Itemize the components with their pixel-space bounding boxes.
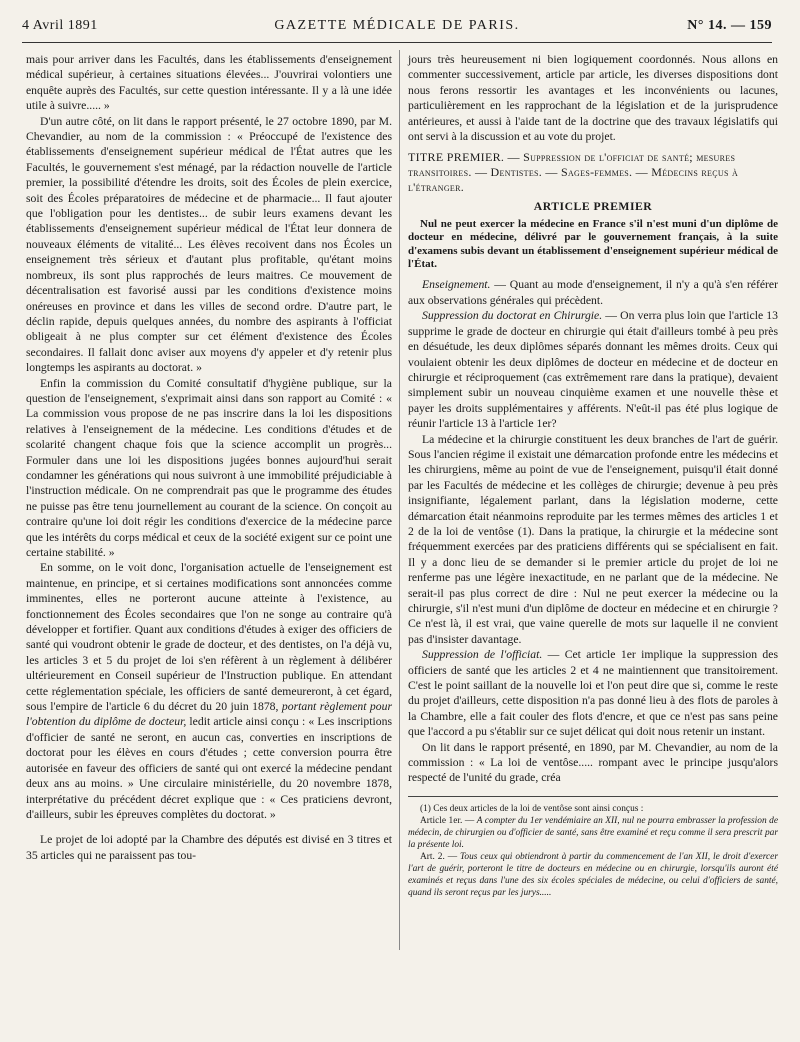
left-paragraph-5: Le projet de loi adopté par la Chambre des députés est divisé en 3 titres et 35 articles qui ne paraissent pas tou-: [26, 833, 392, 862]
left-paragraph-3: Enfin la commission du Comité consultatif d'hygiène publique, sur la question de l'enseignement, s'exprimait ainsi dans son rapport au Comité : « La commission vous propose de ne pas inscrire dans la loi les dispositions relatives à l'enseignement de la médecine. Les conditions d'études et de scolarité changent chaque fois que la science accomplit un progrès... Formuler dans une loi les dispositions jugées bonnes aujourd'hui serait condamner les générations qui nous suivront à une immobilité préjudiciable à l'instruction médicale. On ne comprendrait pas que le programme des études ne puisse pas être tenu journellement au courant de la science. On conçoit au contraire qu'une loi doit régir les conditions d'exercice de la médecine parce que les intérêts du corps médical et ceux de la société exigent sur ce point une certaine stabilité. »: [26, 376, 392, 559]
right-paragraph-1: jours très heureusement ni bien logiquement coordonnés. Nous allons en commenter successivement, article par article, les diverses dispositions dont nous ferons ressortir les avantages et les inconvénients ou lacunes, particulièrement en les rapprochant de la législation et de la jurisprudence antérieures, et aussi à l'aide tant de la doctrine que des travaux législatifs qui ont servi à la discussion et au vote du projet.: [408, 53, 778, 144]
header-date: 4 Avril 1891: [22, 18, 98, 33]
left-paragraph-4-text: En somme, on le voit donc, l'organisation actuelle de l'enseignement est maintenue, en principe, et si certaines modifications sont annoncées comme imminentes, elles ne porteront aucune atteinte à l'existence, au fonctionnement des Écoles secondaires que l'on ne songe au contraire qu'à développer et fortifier. Quant aux conditions d'études à exiger des officiers de santé qui voudront obtenir le grade de docteur, et des dentistes, on l'a déjà vu, les articles 3 et 5 du projet de loi s'en réfèrent à un règlement à délibérer ultérieurement en Conseil supérieur de l'Instruction publique. En attendant cette réglementation spéciale, les officiers de santé demeureront, à cet égard, sous l'empire de l'article 6 du décret du 20 juin 1878,: [26, 561, 392, 714]
footnote-3: Art. 2. — Tous ceux qui obtiendront à partir du commencement de l'an XII, le droit d'exercer l'art de guérir, porteront le titre de docteurs en médecine ou en chirurgie, lorsqu'ils auront été examinés et reçus dans l'une des six écoles spéciales de médecine, ou celui d'officiers de santé, quand ils seront reçus par les jurys.....: [408, 851, 778, 898]
header-title: GAZETTE MÉDICALE DE PARIS.: [274, 18, 520, 33]
right-paragraph-5: Suppression de l'officiat. — Cet article 1er implique la suppression des officiers de santé que les articles 2 et 4 ne maintiennent que transitoirement. C'est le point saillant de la nouvelle loi et l'on peut dire que si, comme le reste du projet d'ailleurs, cette disposition n'a pas donné lieu à des flots de paroles à la Chambre, elle a fait couler des flots d'encre, et que ce n'est pas sans peine que l'accord a pu s'établir sur ce sujet délicat qui doit nous retenir un instant.: [408, 648, 778, 739]
left-paragraph-1: mais pour arriver dans les Facultés, dans les établissements d'enseignement médical supérieur, à certaines situations élevées... J'ouvrirai volontiers une enquête auprès des Facultés, sur cette question intéressante. Il y a là une idée utile à suivre..... »: [26, 53, 392, 113]
subhead-enseignement: Enseignement.: [422, 278, 491, 292]
header-issue: N° 14. — 159: [687, 18, 772, 33]
decree-title: portant règlement pour l'obtention du diplôme de docteur,: [26, 700, 392, 729]
header-rule: [22, 42, 772, 43]
right-paragraph-4: La médecine et la chirurgie constituent les deux branches de l'art de guérir. Sous l'ancien régime il existait une démarcation profonde entre les médecins et les chirurgiens, même au point de vue de l'enseignement, puisqu'il était donné par les Facultés de médecine et les collèges de chirurgie; devenue à peu près insignifiante, légalement parlant, dans la législation moderne, cette démarcation était néanmoins reproduite par les termes mêmes des articles 1 et 2 de la loi de ventôse (1). Dans la pratique, la chirurgie et la médecine sont fréquemment exercées par des praticiens différents qui se spécialisent en fait. Il y a donc lieu de se demander si le premier article du projet de loi ne renferme pas une légère inexactitude, en ne parlant que de la médecine. Ne serait-il pas plus correct de dire : Nul ne peut exercer la médecine ou la chirurgie, s'il n'est muni d'un diplôme de docteur en médecine et en chirurgie ? Ce n'est là, il est vrai, que vaine querelle de mots sur laquelle il ne convient pas d'insister davantage.: [408, 432, 778, 646]
footnote-rule: [408, 796, 778, 797]
article-heading: ARTICLE PREMIER: [533, 200, 653, 214]
footnote-2: Article 1er. — A compter du 1er vendémiaire an XII, nul ne pourra embrasser la profession de médecin, de chirurgien ou d'officier de santé, sans être examiné et reçu comme il sera prescrit par la présente loi.: [408, 815, 778, 850]
right-paragraph-6: On lit dans le rapport présenté, en 1890, par M. Chevandier, au nom de la commission : « La loi de ventôse..... rompant avec le principe jusqu'alors respecté de l'unité du grade, créa: [408, 740, 778, 785]
footnote-1: (1) Ces deux articles de la loi de ventôse sont ainsi conçus :: [420, 803, 644, 814]
left-paragraph-2: D'un autre côté, on lit dans le rapport présenté, le 27 octobre 1890, par M. Chevandier, au nom de la commission : « Préoccupé de l'existence des établissements d'enseignement supérieur médical de l'État autres que les Facultés, le gouvernement s'est ménagé, par la rédaction nouvelle de l'article premier, la possibilité d'étendre les droits, soit des Écoles de plein exercice, soit des Écoles préparatoires de médecine et de pharmacie... Il faut ajouter que l'obligation pour les dentistes... de subir leurs examens devant les établissements d'enseignement supérieur médical de l'État leur donnera de nouveaux éléments de vitalité... Les élèves recoivent dans nos Écoles un enseignement très sérieux et d'autant plus profitable, qu'étant moins nombreux, ils sont plus rapprochés de leurs maitres. Ce mouvement de décentralisation est favorisé aussi par les conditions d'existence moins onéreuses en province et dans les villes de second ordre. D'autre part, le déclin rapide, depuis quelques années, du nombre des aspirants à l'officiat obligeait à ne plus compter sur cet élément d'existence des Écoles secondaires. Il fallait donc aviser aux moyens d'y appeler et d'y retenir plus longtemps les aspirants au doctorat. »: [26, 114, 392, 375]
left-column: [26, 52, 392, 863]
right-paragraph-3: Suppression du doctorat en Chirurgie. — On verra plus loin que l'article 13 supprime le grade de docteur en chirurgie qui était d'ailleurs tombé à peu près en désuétude, les deux diplômes séparés donnant les mêmes droits. Ceux qui voulaient obtenir les deux diplômes de docteur en médecine et de docteur en chirurgie et réciproquement (cas extrêmement rare dans la pratique), devaient simplement subir un nouveau cinquième examen et une nouvelle thèse et payer les droits supplémentaires y afférents. N'eût-il pas été plus logique de réunir l'article 13 à l'article 1er?: [408, 309, 778, 431]
column-divider: [399, 50, 400, 950]
subhead-officiat: Suppression de l'officiat.: [422, 648, 543, 662]
left-paragraph-4-end: ledit article ainsi conçu : « Les inscriptions d'officier de santé ne seront, en aucun cas, converties en inscriptions de doctorat pour les élèves en cours d'études ; cette conversion pourra être autorisée en faveur des officiers de santé qui ont exercé la médecine pendant deux ans au moins. » Une circulaire ministérielle, du 20 novembre 1878, interprétative du précédent décret explique que : « Ces praticiens devront, d'ailleurs, subir les épreuves complètes du doctorat. »: [26, 715, 393, 821]
right-column: [408, 52, 778, 899]
left-paragraph-4: [26, 560, 392, 822]
right-paragraph-2: Enseignement. — Quant au mode d'enseignement, il n'y a qu'à s'en référer aux observations générales qui précèdent.: [408, 278, 778, 307]
section-title: TITRE PREMIER. — Suppression de l'officiat de santé; mesures transitoires. — Dentistes. — Sages-femmes. — Médecins reçus à l'étranger.: [408, 150, 739, 195]
article-text: Nul ne peut exercer la médecine en France s'il n'est muni d'un diplôme de docteur en médecine, délivré par le gouvernement français, à la suite d'examens subis devant un établissement d'enseignement supérieur médical de l'État.: [408, 217, 778, 271]
page-header: [22, 14, 772, 36]
subhead-doctorat: Suppression du doctorat en Chirurgie.: [422, 309, 603, 323]
